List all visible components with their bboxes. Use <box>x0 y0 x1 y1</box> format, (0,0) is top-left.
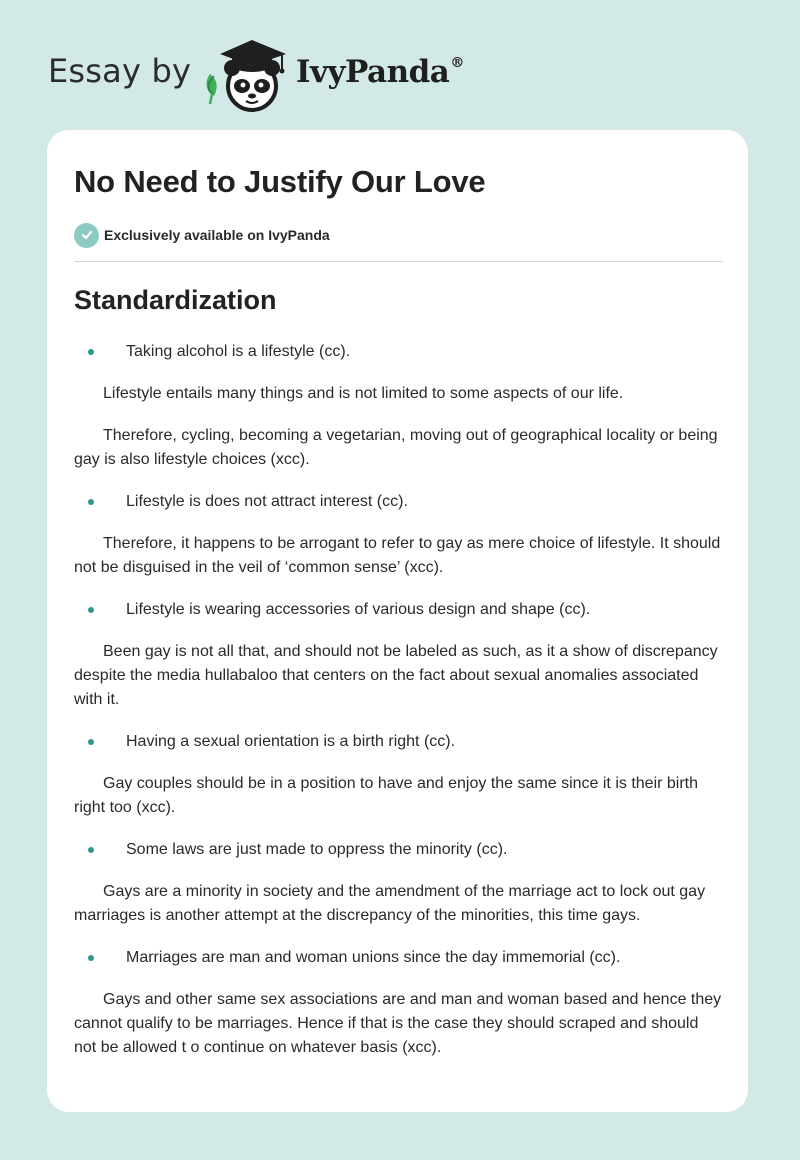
paragraph: Therefore, cycling, becoming a vegetarian, moving out of geographical locality or being gay is also lifestyle choices (xcc). <box>74 427 718 468</box>
paragraph: Gay couples should be in a position to have and enjoy the same since it is their birth right too (xcc). <box>74 775 699 816</box>
essay-card <box>47 130 748 1112</box>
bullet-dot-icon <box>88 607 94 613</box>
exclusive-badge-label: Exclusively available on IvyPanda <box>104 227 330 243</box>
paragraph: Gays are a minority in society and the amendment of the marriage act to lock out gay marriages is another attempt at the discrepancy of the minorities, this time gays. <box>74 883 706 924</box>
exclusive-badge <box>74 222 330 248</box>
list-item-text: Lifestyle is wearing accessories of various design and shape (cc). <box>126 601 591 618</box>
brand-name: IvyPanda® <box>296 54 464 90</box>
panda-graduation-cap-icon <box>202 34 294 114</box>
list-item <box>74 340 724 364</box>
essay-by-label: Essay by <box>48 52 192 90</box>
paragraph: Been gay is not all that, and should not be labeled as such, as it a show of discrepancy despite the media hullabaloo that centers on the fact about sexual anomalies associated with it. <box>74 643 718 708</box>
section-heading: Standardization <box>74 285 277 315</box>
list-item-text: Taking alcohol is a lifestyle (cc). <box>126 343 351 360</box>
bullet-dot-icon <box>88 499 94 505</box>
check-circle-icon <box>74 223 99 248</box>
bullet-dot-icon <box>88 955 94 961</box>
site-header-logo[interactable] <box>48 34 508 114</box>
paragraph: Gays and other same sex associations are and man and woman based and hence they cannot qualify to be marriages. Hence if that is the case they should scraped and should not be allowed t o continue on whatever basis (xcc). <box>74 991 722 1056</box>
list-item <box>74 838 724 862</box>
list-item <box>74 598 724 622</box>
list-item-text: Lifestyle is does not attract interest (cc). <box>126 493 408 510</box>
paragraph: Therefore, it happens to be arrogant to refer to gay as mere choice of lifestyle. It should not be disguised in the veil of ‘common sense’ (xcc). <box>74 535 721 576</box>
list-item-text: Some laws are just made to oppress the minority (cc). <box>126 841 508 858</box>
list-item-text: Having a sexual orientation is a birth right (cc). <box>126 733 456 750</box>
list-item <box>74 946 724 970</box>
bullet-dot-icon <box>88 349 94 355</box>
title-divider <box>74 261 723 262</box>
list-item-text: Marriages are man and woman unions since the day immemorial (cc). <box>126 949 621 966</box>
bullet-dot-icon <box>88 739 94 745</box>
list-item <box>74 730 724 754</box>
essay-body <box>74 340 724 1078</box>
essay-title: No Need to Justify Our Love <box>74 164 486 199</box>
bullet-dot-icon <box>88 847 94 853</box>
list-item <box>74 490 724 514</box>
registered-mark: ® <box>450 54 464 71</box>
paragraph: Lifestyle entails many things and is not limited to some aspects of our life. <box>103 385 624 402</box>
